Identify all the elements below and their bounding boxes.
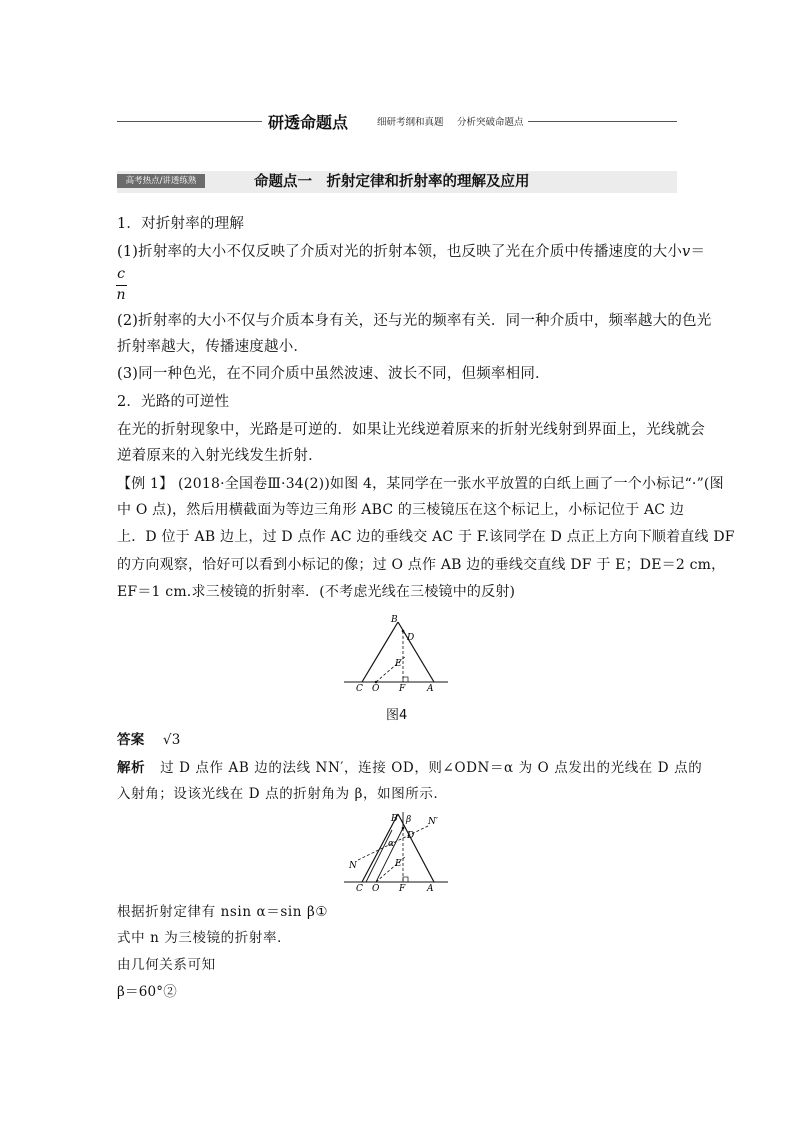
analysis-line-1 <box>117 758 702 778</box>
fig2-label-beta: β <box>406 815 412 825</box>
fig2-label-f: F <box>399 884 406 892</box>
answer-value: √3 <box>162 732 181 748</box>
paragraph-2b: 折射率越大，传播速度越小． <box>117 339 309 355</box>
header-rule-right <box>528 121 677 122</box>
fig1-right-angle-f <box>403 677 408 682</box>
answer-line <box>117 730 181 750</box>
figure-4-diagram <box>340 612 456 692</box>
example-line-2: 中 O 点)，然后用横截面为等边三角形 ABC 的三棱镜压在这个标记上，小标记位于 AC 边 <box>117 502 685 518</box>
example-line-4: 的方向观察，恰好可以看到小标记的像；过 O 点作 AB 边的垂线交直线 DF 于 E；DE＝2 cm， <box>117 557 726 573</box>
fig2-ray-parallel <box>366 830 395 882</box>
paragraph-1a <box>117 242 705 262</box>
fig2-label-b: B <box>391 814 398 824</box>
fig1-label-a: A <box>427 684 434 692</box>
section-title: 命题点一 折射定律和折射率的理解及应用 <box>254 174 530 190</box>
fig1-label-o: O <box>372 684 380 692</box>
heading-refraction-index: 1．对折射率的理解 <box>117 216 245 232</box>
fig1-point-o <box>375 681 378 684</box>
fig1-label-e: E <box>395 659 402 669</box>
fig1-edge-bc <box>362 622 398 682</box>
example-line-3: 上．D 位于 AB 边上，过 D 点作 AC 边的垂线交 AC 于 F.该同学在 D 点正上方向下顺着直线 DF <box>117 529 735 545</box>
paragraph-4b: 逆着原来的入射光线发生折射． <box>117 448 323 464</box>
fig1-label-f: F <box>399 684 406 692</box>
example-line-1: 【例 1】 (2018·全国卷Ⅲ·34(2))如图 4，某同学在一张水平放置的白纸上画了一个小标记“·”(图 <box>117 476 724 492</box>
fig2-label-o: O <box>372 884 380 892</box>
fraction-denominator: n <box>116 287 126 303</box>
fig1-label-b: B <box>391 615 398 625</box>
fig2-label-alpha: α <box>388 839 395 849</box>
fraction-bar <box>116 285 127 286</box>
figure-4-caption: 图4 <box>386 708 408 723</box>
fraction-numerator: c <box>117 266 125 282</box>
equals-sign: ＝ <box>690 244 706 260</box>
fig2-label-d: D <box>407 831 415 841</box>
analysis-line-5: 由几何关系可知 <box>117 957 216 973</box>
fig1-point-d <box>402 630 405 633</box>
fig2-label-n: N <box>349 861 357 871</box>
paragraph-4a: 在光的折射现象中，光路是可逆的．如果让光线逆着原来的折射光线射到界面上，光线就会 <box>117 422 705 438</box>
header-subtitle-2: 分析突破命题点 <box>457 117 524 128</box>
heading-reversibility: 2．光路的可逆性 <box>117 394 230 410</box>
header-title: 研透命题点 <box>268 113 349 132</box>
fig2-label-c: C <box>356 884 363 892</box>
paragraph-3: (3)同一种色光，在不同介质中虽然波速、波长不同，但频率相同． <box>117 366 550 382</box>
analysis-line-6: β＝60°② <box>117 984 177 1000</box>
fig2-point-d <box>402 827 405 830</box>
header-rule-left <box>117 121 262 122</box>
analysis-label: 解析 <box>117 760 146 776</box>
section-tag: 高考热点/讲透练熟 <box>117 174 205 188</box>
analysis-line-4: 式中 n 为三棱镜的折射率． <box>117 930 292 946</box>
analysis-line-2: 入射角；设该光线在 D 点的折射角为 β，如图所示． <box>117 786 448 802</box>
var-v: v <box>682 244 691 260</box>
header-subtitle-1: 细研考纲和真题 <box>377 117 444 128</box>
fig2-label-e: E <box>395 859 402 869</box>
fig2-label-a: A <box>427 884 434 892</box>
figure-analysis-diagram <box>340 808 456 892</box>
analysis-text-1: 过 D 点作 AB 边的法线 NN′，连接 OD，则∠ODN＝α 为 O 点发出的光线在 D 点的 <box>160 760 703 776</box>
answer-label: 答案 <box>117 732 145 748</box>
fig2-ray-od <box>376 828 403 882</box>
fig2-label-np: N′ <box>428 817 438 827</box>
paragraph-2a: (2)折射率的大小不仅与介质本身有关，还与光的频率有关．同一种介质中，频率越大的色光 <box>117 313 712 329</box>
fig1-label-d: D <box>407 633 415 643</box>
example-line-5: EF＝1 cm.求三棱镜的折射率．(不考虑光线在三棱镜中的反射) <box>117 584 516 600</box>
analysis-line-3: 根据折射定律有 nsin α＝sin β① <box>117 904 329 920</box>
fig1-label-c: C <box>356 684 363 692</box>
fig2-right-angle-f <box>403 877 408 882</box>
paragraph-1a-text: (1)折射率的大小不仅反映了介质对光的折射本领，也反映了光在介质中传播速度的大小 <box>117 244 683 260</box>
